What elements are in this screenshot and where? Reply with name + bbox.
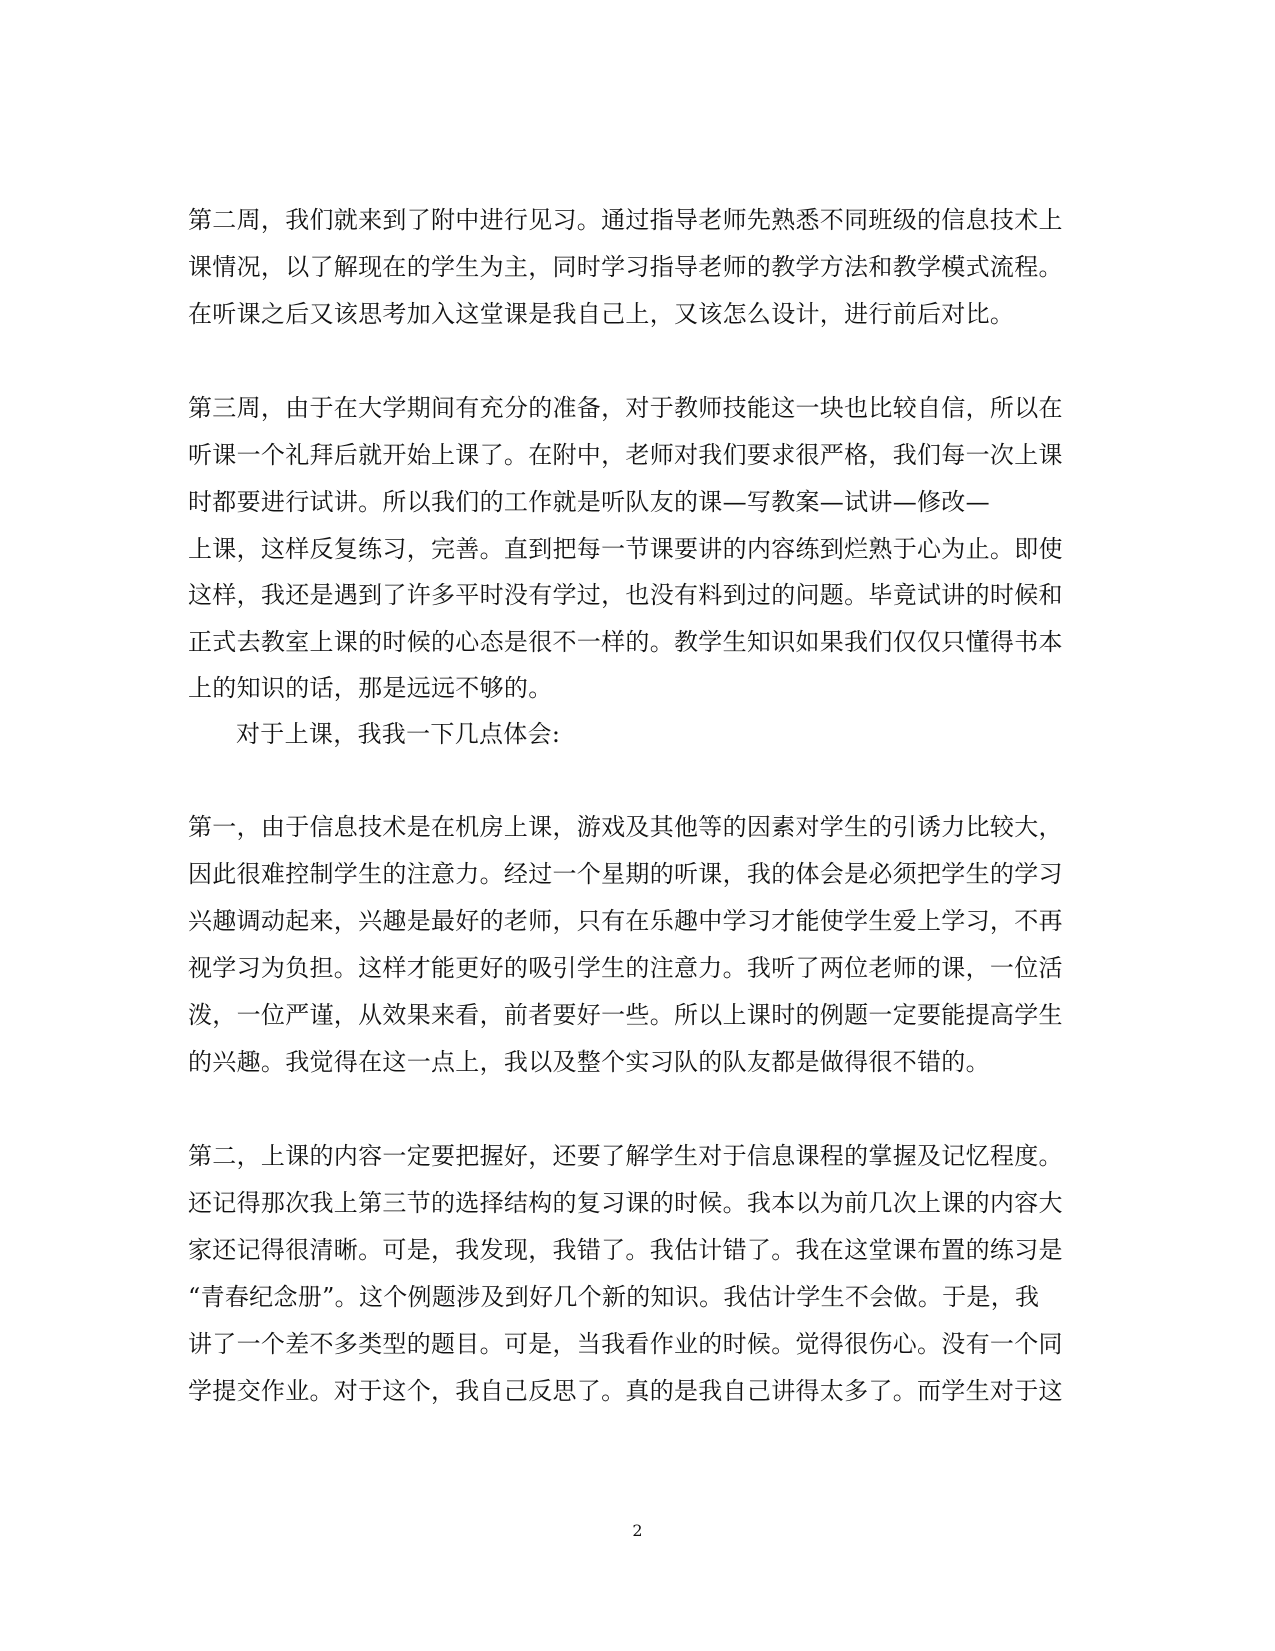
text-line: “青春纪念册”。这个例题涉及到好几个新的知识。我估计学生不会做。于是，我 bbox=[188, 1283, 1040, 1311]
text-line: 时都要进行试讲。所以我们的工作就是听队友的课—写教案—试讲—修改— bbox=[188, 488, 990, 516]
text-line: 上的知识的话，那是远远不够的。 bbox=[188, 674, 553, 702]
text-line: 听课一个礼拜后就开始上课了。在附中，老师对我们要求很严格，我们每一次上课 bbox=[188, 441, 1063, 469]
text-line: 对于上课，我我一下几点体会: bbox=[236, 720, 561, 748]
text-line: 课情况，以了解现在的学生为主，同时学习指导老师的教学方法和教学模式流程。 bbox=[188, 253, 1063, 281]
text-line: 讲了一个差不多类型的题目。可是，当我看作业的时候。觉得很伤心。没有一个同 bbox=[188, 1330, 1063, 1358]
text-line: 家还记得很清晰。可是，我发现，我错了。我估计错了。我在这堂课布置的练习是 bbox=[188, 1236, 1063, 1264]
text-line: 学提交作业。对于这个，我自己反思了。真的是我自己讲得太多了。而学生对于这 bbox=[188, 1377, 1063, 1405]
text-line: 正式去教室上课的时候的心态是很不一样的。教学生知识如果我们仅仅只懂得书本 bbox=[188, 628, 1063, 656]
page-number: 2 bbox=[632, 1521, 643, 1540]
text-line: 因此很难控制学生的注意力。经过一个星期的听课，我的体会是必须把学生的学习 bbox=[188, 860, 1063, 888]
text-line: 上课，这样反复练习，完善。直到把每一节课要讲的内容练到烂熟于心为止。即使 bbox=[188, 535, 1063, 563]
text-line: 第一，由于信息技术是在机房上课，游戏及其他等的因素对学生的引诱力比较大， bbox=[188, 813, 1063, 841]
text-line: 兴趣调动起来，兴趣是最好的老师，只有在乐趣中学习才能使学生爱上学习，不再 bbox=[188, 907, 1063, 935]
text-line: 在听课之后又该思考加入这堂课是我自己上，又该怎么设计，进行前后对比。 bbox=[188, 300, 1015, 328]
text-line: 泼，一位严谨，从效果来看，前者要好一些。所以上课时的例题一定要能提高学生 bbox=[188, 1001, 1063, 1029]
text-line: 这样，我还是遇到了许多平时没有学过，也没有料到过的问题。毕竟试讲的时候和 bbox=[188, 581, 1063, 609]
text-line: 的兴趣。我觉得在这一点上，我以及整个实习队的队友都是做得很不错的。 bbox=[188, 1048, 990, 1076]
text-line: 第二周，我们就来到了附中进行见习。通过指导老师先熟悉不同班级的信息技术上 bbox=[188, 206, 1063, 234]
text-line: 第二，上课的内容一定要把握好，还要了解学生对于信息课程的掌握及记忆程度。 bbox=[188, 1142, 1063, 1170]
text-line: 还记得那次我上第三节的选择结构的复习课的时候。我本以为前几次上课的内容大 bbox=[188, 1189, 1063, 1217]
text-line: 视学习为负担。这样才能更好的吸引学生的注意力。我听了两位老师的课，一位活 bbox=[188, 954, 1063, 982]
text-line: 第三周，由于在大学期间有充分的准备，对于教师技能这一块也比较自信，所以在 bbox=[188, 394, 1063, 422]
